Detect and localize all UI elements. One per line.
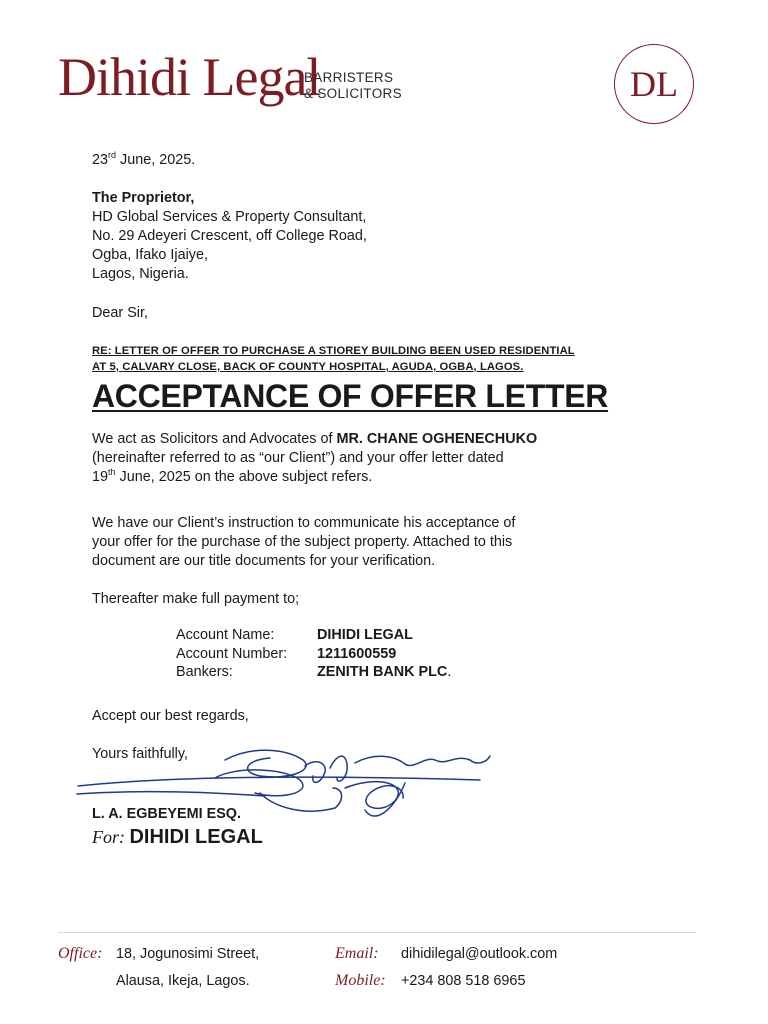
address-line-2: No. 29 Adeyeri Crescent, off College Road, — [92, 228, 367, 244]
payment-intro: Thereafter make full payment to; — [92, 591, 300, 607]
signoff-line: Yours faithfully, — [92, 746, 188, 762]
address-line-1: HD Global Services & Property Consultant, — [92, 209, 367, 225]
account-number-value: 1211600559 — [317, 645, 397, 662]
account-number-row — [176, 645, 451, 664]
para2-line-1: We have our Client’s instruction to communicate his acceptance of — [92, 515, 516, 531]
account-number-label: Account Number: — [176, 645, 288, 662]
account-name-label: Account Name: — [176, 627, 275, 643]
office-address-line-1: 18, Jogunosimi Street, — [116, 946, 260, 962]
firm-name: DIHIDI LEGAL — [129, 826, 263, 848]
mobile-number[interactable]: +234 808 518 6965 — [401, 973, 526, 989]
account-details — [176, 626, 451, 682]
bankers-value: ZENITH BANK PLC — [317, 664, 448, 680]
account-name-row — [176, 626, 451, 645]
office-address-line-2: Alausa, Ikeja, Lagos. — [116, 973, 250, 989]
tagline-line-1: BARRISTERS — [304, 70, 394, 85]
mobile-label: Mobile: — [335, 972, 386, 989]
document-heading: ACCEPTANCE OF OFFER LETTER — [92, 378, 609, 414]
para1-line-2: (hereinafter referred to as “our Client”) and your offer letter dated — [92, 450, 504, 466]
brand-tagline — [304, 70, 402, 102]
email-label: Email: — [335, 945, 379, 962]
subject-line — [92, 343, 575, 375]
para1-line-1: We act as Solicitors and Advocates of MR. CHANE OGHENECHUKO — [92, 431, 538, 447]
subject-line-2: AT 5, CALVARY CLOSE, BACK OF COUNTY HOSPITAL, AGUDA, OGBA, LAGOS. — [92, 361, 524, 373]
addressee-name: The Proprietor, — [92, 190, 195, 206]
letter-date: 23rd June, 2025. — [92, 150, 196, 168]
tagline-line-2: & SOLICITORS — [304, 86, 402, 101]
monogram-logo — [614, 44, 694, 124]
bankers-row — [176, 663, 451, 682]
salutation: Dear Sir, — [92, 305, 148, 321]
brand-name: Dihidi Legal — [58, 47, 321, 107]
closing-line: Accept our best regards, — [92, 708, 249, 724]
email-address[interactable]: dihidilegal@outlook.com — [401, 946, 558, 962]
bankers-label: Bankers: — [176, 664, 233, 680]
subject-line-1: RE: LETTER OF OFFER TO PURCHASE A STIOREY BUILDING BEEN USED RESIDENTIAL — [92, 345, 575, 357]
footer-divider — [58, 932, 696, 933]
bankers-value-cell: ZENITH BANK PLC. — [317, 664, 452, 680]
client-name: MR. CHANE OGHENECHUKO — [336, 431, 538, 447]
address-line-4: Lagos, Nigeria. — [92, 266, 189, 282]
for-label: For: — [92, 827, 125, 847]
signatory-name: L. A. EGBEYEMI ESQ. — [92, 806, 241, 822]
para2-line-2: your offer for the purchase of the subject property. Attached to this — [92, 534, 513, 550]
account-name-value: DIHIDI LEGAL — [317, 627, 413, 643]
address-line-3: Ogba, Ifako Ijaiye, — [92, 247, 208, 263]
para2-line-3: document are our title documents for your verification. — [92, 553, 436, 569]
office-label: Office: — [58, 945, 103, 962]
for-firm-line — [92, 826, 263, 849]
para1-line-3: 19th June, 2025 on the above subject refers. — [92, 467, 373, 485]
monogram-letters: DL — [630, 64, 678, 104]
